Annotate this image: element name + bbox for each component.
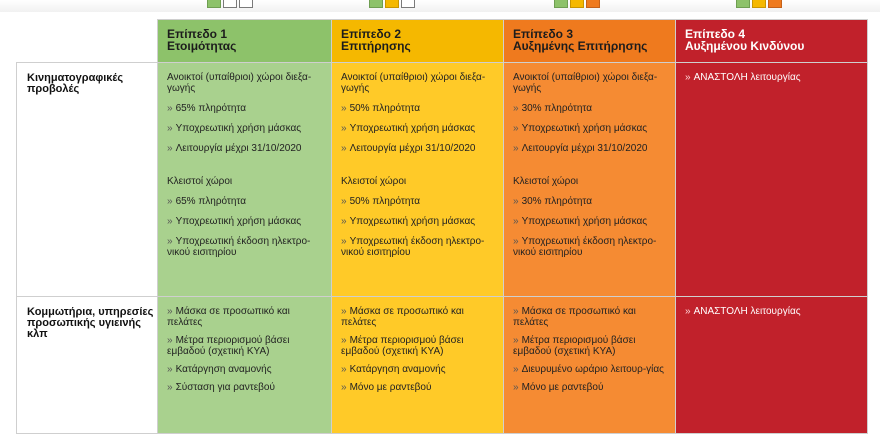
section-title: Ανοικτοί (υπαίθριοι) χώροι διεξα-γωγής <box>341 72 486 94</box>
bullet-icon: » <box>513 306 519 317</box>
cell-hair-level-2 <box>332 297 503 393</box>
bullet-icon: » <box>341 143 347 154</box>
bullet-icon: » <box>341 103 347 114</box>
list-item: » Μέτρα περιορισμού βάσει εμβαδού (σχετική ΚΥΑ) <box>341 335 464 357</box>
level-indicator-icon <box>554 0 568 8</box>
bullet-icon: » <box>513 196 519 207</box>
level-indicator-icon <box>385 0 399 8</box>
level-indicator-icon <box>586 0 600 8</box>
bullet-icon: » <box>341 306 347 317</box>
list-item: » Λειτουργία μέχρι 31/10/2020 <box>513 143 648 154</box>
bullet-icon: » <box>685 306 691 317</box>
list-item: » 30% πληρότητα <box>513 103 593 114</box>
cell-cinema-level-4 <box>676 63 867 83</box>
bullet-icon: » <box>341 196 347 207</box>
list-item: » 65% πληρότητα <box>167 196 247 207</box>
header-blank <box>17 20 158 63</box>
bullet-icon: » <box>167 335 173 346</box>
list-item: » 30% πληρότητα <box>513 196 593 207</box>
cell-cinema-level-3 <box>504 63 675 258</box>
list-item: » Υποχρεωτική χρήση μάσκας <box>341 123 476 134</box>
list-item: » Μάσκα σε προσωπικό και πελάτες <box>167 306 290 328</box>
level-indicator-icon <box>369 0 383 8</box>
section-title: Ανοικτοί (υπαίθριοι) χώροι διεξα-γωγής <box>167 72 312 94</box>
list-item: » Μέτρα περιορισμού βάσει εμβαδού (σχετική ΚΥΑ) <box>167 335 290 357</box>
level-indicator-icon <box>736 0 750 8</box>
list-item: » Υποχρεωτική χρήση μάσκας <box>513 216 648 227</box>
bullet-icon: » <box>513 236 519 247</box>
list-item: » Κατάργηση αναμονής <box>167 364 272 375</box>
list-item: » Διευρυμένο ωράριο λειτουρ-γίας <box>513 364 664 375</box>
header-level-3: Επίπεδο 3 Αυξημένης Επιτήρησης <box>504 20 676 63</box>
table-row <box>17 63 868 297</box>
header-row <box>17 20 868 63</box>
bullet-icon: » <box>341 216 347 227</box>
bullet-icon: » <box>167 306 173 317</box>
list-item: » Μόνο με ραντεβού <box>341 382 432 393</box>
bullet-icon: » <box>513 143 519 154</box>
section-title: Ανοικτοί (υπαίθριοι) χώροι διεξα-γωγής <box>513 72 658 94</box>
level-indicator-icon <box>223 0 237 8</box>
list-item: » Υποχρεωτική χρήση μάσκας <box>167 216 302 227</box>
top-strip <box>0 0 880 16</box>
bullet-icon: » <box>167 196 173 207</box>
section-title: Κλειστοί χώροι <box>513 176 579 187</box>
row-label-hairdressers: Κομμωτήρια, υπηρεσίες προσωπικής υγιεινής κλπ <box>17 297 158 434</box>
section-title: Κλειστοί χώροι <box>341 176 407 187</box>
cell-hair-level-4 <box>676 297 867 317</box>
bullet-icon: » <box>685 72 691 83</box>
bullet-icon: » <box>341 382 347 393</box>
list-item: » Μέτρα περιορισμού βάσει εμβαδού (σχετική ΚΥΑ) <box>513 335 636 357</box>
level-indicator-icon <box>207 0 221 8</box>
row-label-cinema: Κινηματογραφικές προβολές <box>17 63 158 297</box>
list-item: » Κατάργηση αναμονής <box>341 364 446 375</box>
bullet-icon: » <box>513 335 519 346</box>
cell-hair-level-3 <box>504 297 675 393</box>
bullet-icon: » <box>167 123 173 134</box>
list-item: » ΑΝΑΣΤΟΛΗ λειτουργίας <box>685 72 801 83</box>
level-indicator-icon <box>752 0 766 8</box>
bullet-icon: » <box>167 236 173 247</box>
cell-cinema-level-1 <box>158 63 331 258</box>
section-title: Κλειστοί χώροι <box>167 176 233 187</box>
bullet-icon: » <box>341 335 347 346</box>
cell-hair-level-1 <box>158 297 331 393</box>
bullet-icon: » <box>513 123 519 134</box>
list-item: » ΑΝΑΣΤΟΛΗ λειτουργίας <box>685 306 801 317</box>
header-level-4: Επίπεδο 4 Αυξημένου Κινδύνου <box>676 20 868 63</box>
list-item: » 50% πληρότητα <box>341 196 421 207</box>
list-item: » Σύσταση για ραντεβού <box>167 382 275 393</box>
measures-table <box>16 19 868 434</box>
list-item: » Υποχρεωτική έκδοση ηλεκτρο-νικού εισιτηρίου <box>513 236 657 258</box>
bullet-icon: » <box>513 382 519 393</box>
list-item: » Μάσκα σε προσωπικό και πελάτες <box>341 306 464 328</box>
table-row <box>17 297 868 434</box>
list-item: » 65% πληρότητα <box>167 103 247 114</box>
list-item: » Λειτουργία μέχρι 31/10/2020 <box>167 143 302 154</box>
bullet-icon: » <box>513 364 519 375</box>
header-level-2: Επίπεδο 2 Επιτήρησης <box>332 20 504 63</box>
list-item: » Υποχρεωτική χρήση μάσκας <box>341 216 476 227</box>
level-indicator-icon <box>401 0 415 8</box>
bullet-icon: » <box>341 236 347 247</box>
list-item: » Υποχρεωτική έκδοση ηλεκτρο-νικού εισιτηρίου <box>341 236 485 258</box>
bullet-icon: » <box>513 216 519 227</box>
bullet-icon: » <box>167 103 173 114</box>
list-item: » Υποχρεωτική χρήση μάσκας <box>513 123 648 134</box>
list-item: » 50% πληρότητα <box>341 103 421 114</box>
list-item: » Μάσκα σε προσωπικό και πελάτες <box>513 306 636 328</box>
list-item: » Λειτουργία μέχρι 31/10/2020 <box>341 143 476 154</box>
bullet-icon: » <box>167 216 173 227</box>
cell-cinema-level-2 <box>332 63 503 258</box>
level-indicator-icon <box>768 0 782 8</box>
level-indicator-icon <box>570 0 584 8</box>
bullet-icon: » <box>167 143 173 154</box>
list-item: » Υποχρεωτική χρήση μάσκας <box>167 123 302 134</box>
list-item: » Μόνο με ραντεβού <box>513 382 604 393</box>
bullet-icon: » <box>513 103 519 114</box>
bullet-icon: » <box>341 364 347 375</box>
header-level-1: Επίπεδο 1 Ετοιμότητας <box>158 20 332 63</box>
bullet-icon: » <box>341 123 347 134</box>
bullet-icon: » <box>167 382 173 393</box>
level-indicator-icon <box>239 0 253 8</box>
list-item: » Υποχρεωτική έκδοση ηλεκτρο-νικού εισιτηρίου <box>167 236 311 258</box>
bullet-icon: » <box>167 364 173 375</box>
